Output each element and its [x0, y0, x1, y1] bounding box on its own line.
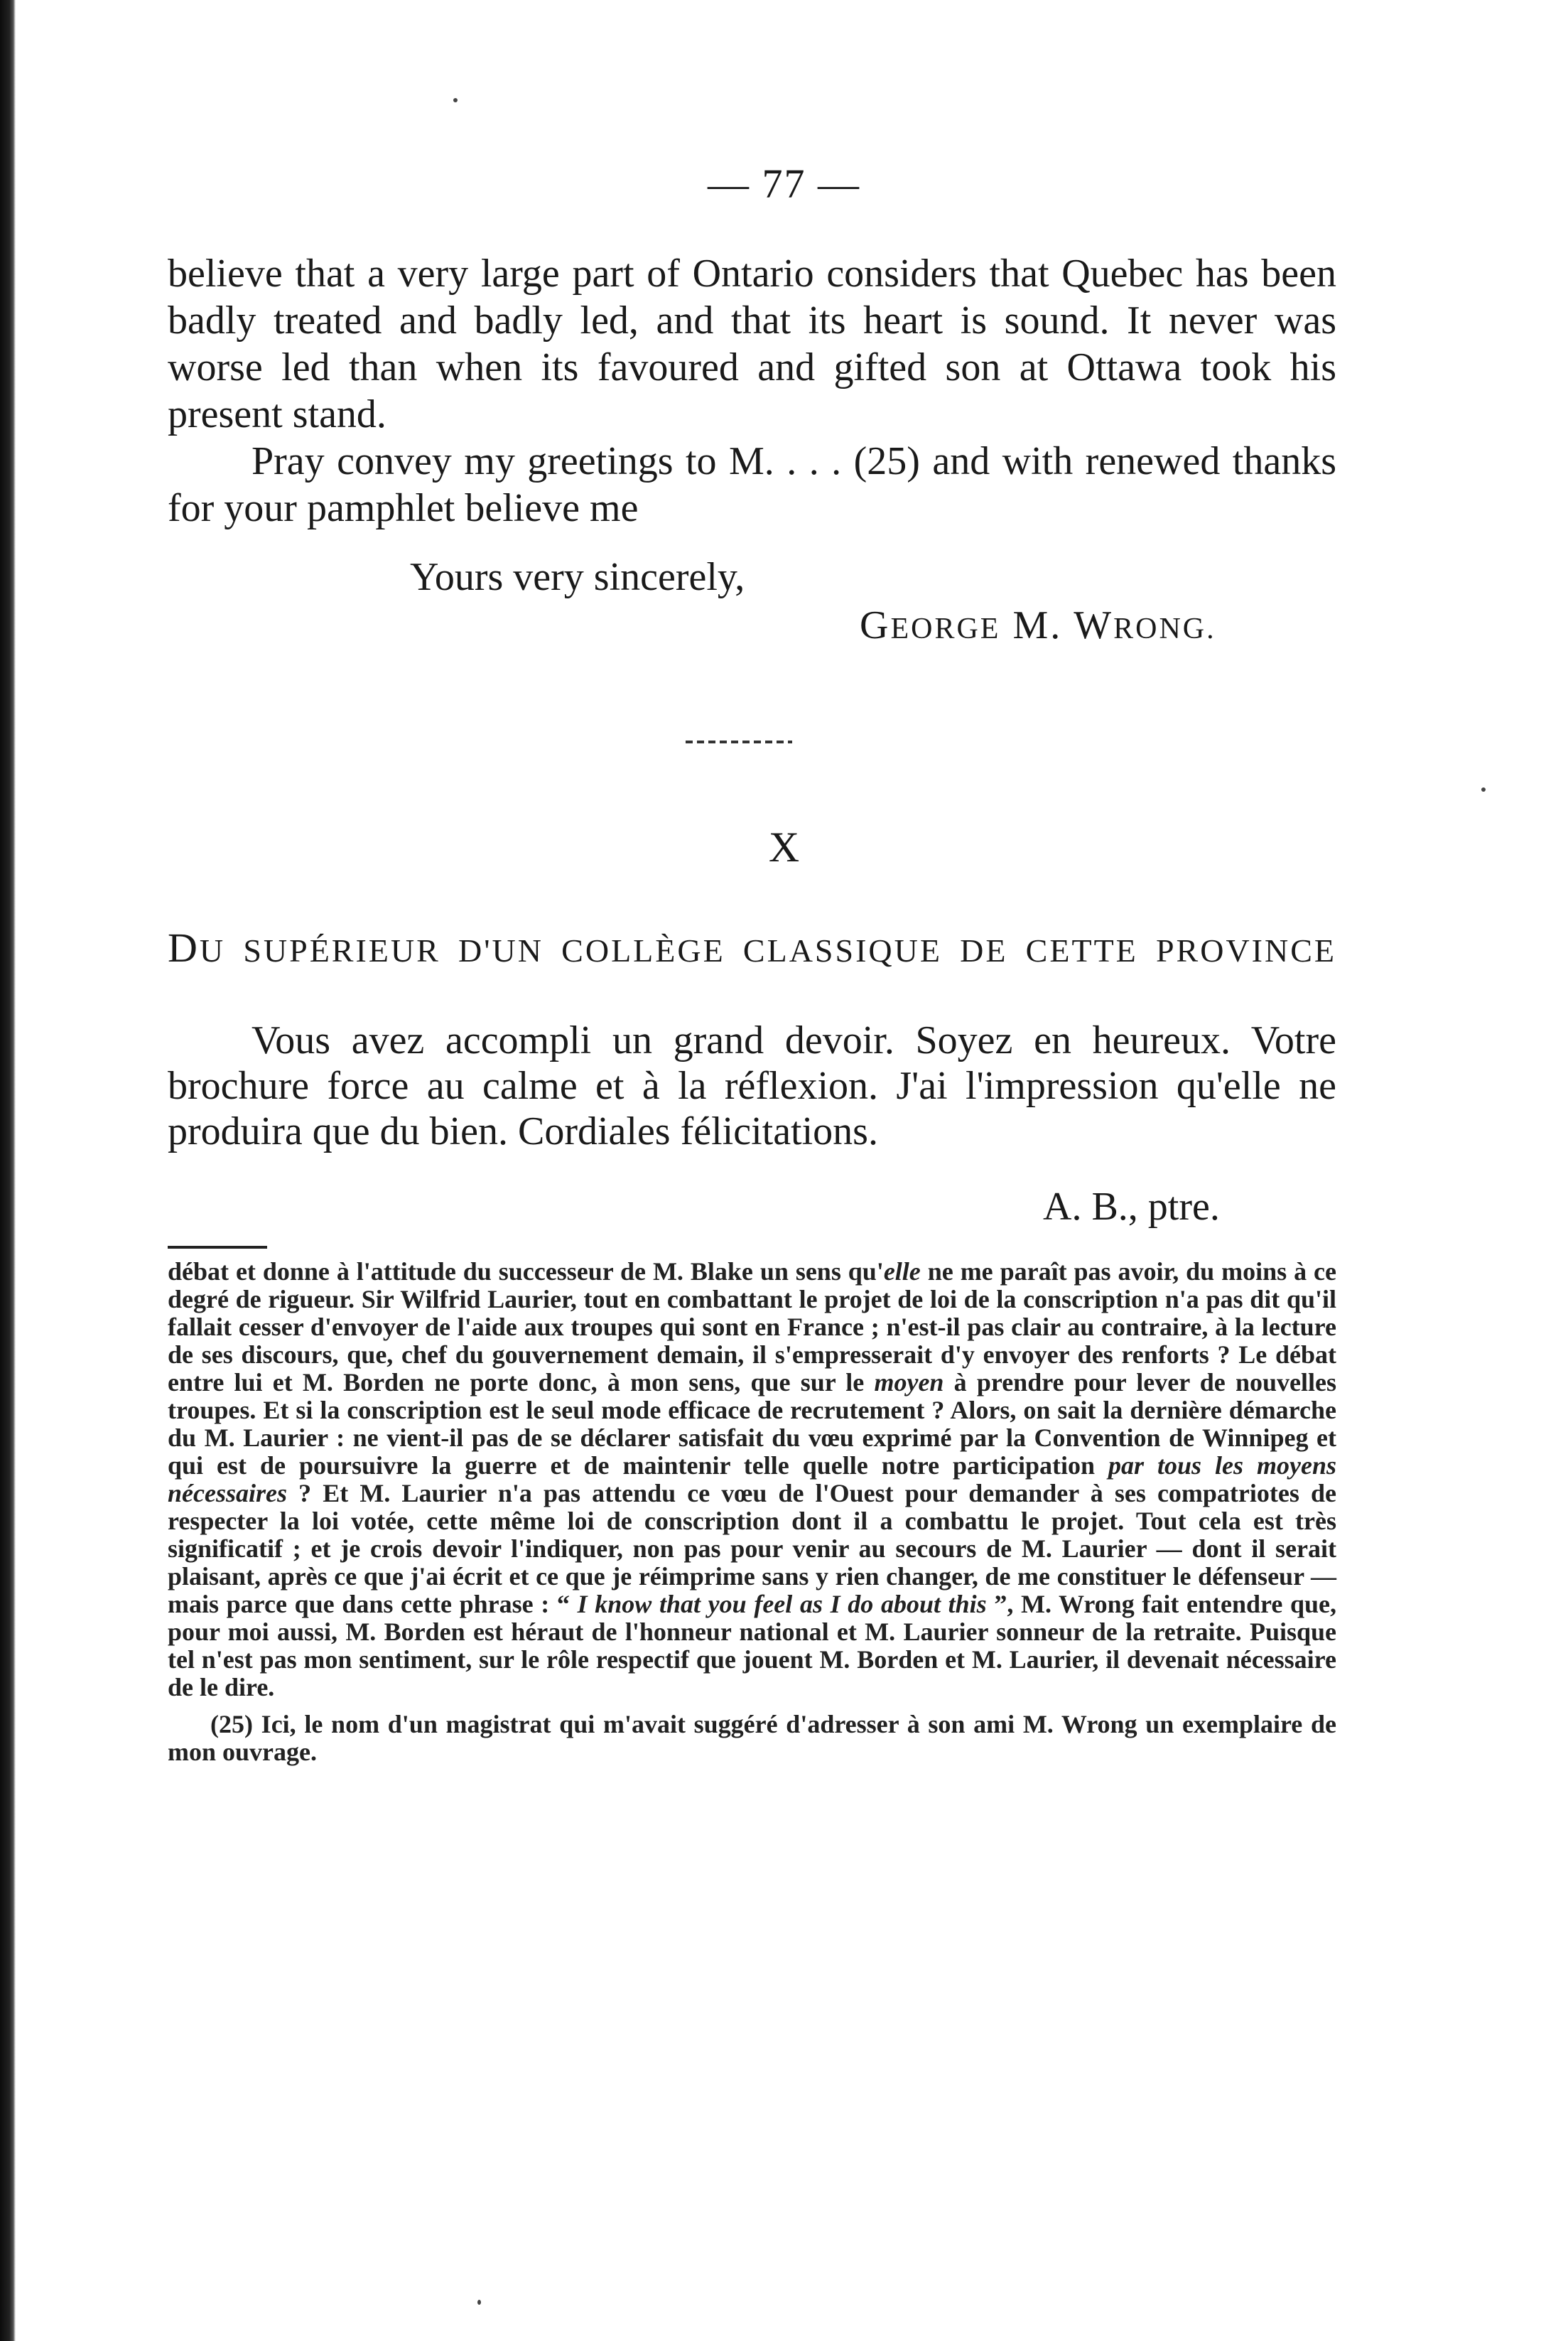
- signature-small-caps: RONG.: [1113, 613, 1216, 645]
- heading-initial: D: [168, 925, 200, 971]
- footnote-text: ne me paraît pas avoir, du moins à ce degré de rigueur. Sir Wilfrid Laurier, tout en combattant le projet de loi de la conscription n'a pas dit qu'il fallait cesser d'envoyer de l'aide aux troupes qui sont en France ; n'est-il pas clair au contraire, à la lecture de ses discours, que, chef du gouvernement demain, il s'empresserait d'y envoyer des renforts ? Le débat entre lui et M. Borden ne porte donc, à mon sens, que sur le: [168, 1257, 1337, 1396]
- page-number: — 77 —: [708, 161, 860, 207]
- scan-speck: [453, 98, 458, 102]
- signature-initial: W: [1074, 603, 1114, 647]
- footnote-emphasis: elle: [883, 1257, 921, 1286]
- scan-speck: [1481, 787, 1486, 792]
- section-heading: [168, 924, 1336, 972]
- footnote-rule: [168, 1246, 267, 1249]
- letter-body: [168, 250, 1336, 532]
- section-number: X: [768, 824, 800, 871]
- signature-initial: G: [860, 603, 891, 647]
- footnote-text: à prendre pour lever de nouvelles troupes. Et si la conscription est le seul mode efficace de recrutement ? Alors, on sait la dernière démarche du M. Laurier : ne vient-il pas de se déclarer satisfait du vœu exprimé par la Convention de Winnipeg et qui est de poursuivre la guerre et de maintenir telle quelle notre participation: [168, 1368, 1337, 1480]
- signature-middle: M.: [1012, 603, 1063, 647]
- footnote-text: ? Et M. Laurier n'a pas attendu ce vœu de l'Ouest pour demander à ses compatriotes de respecter la loi votée, cette même loi de conscription dont il a combattu le projet. Tout cela est très significatif ; et je crois devoir l'indiquer, non pas pour venir au secours de M. Laurier — dont il serait plaisant, après ce que j'ai écrit et ce que je réimprime sans y rien changer, de me constituer le défenseur — mais parce que dans cette phrase : “: [168, 1479, 1336, 1618]
- footnote-text: ”, M. Wrong fait entendre que, pour moi aussi, M. Borden est héraut de l'honneur national et M. Laurier sonneur de la retraite. Puisque tel n'est pas mon sentiment, sur le rôle respectif que jouent M. Borden et M. Laurier, il devenait nécessaire de le dire.: [168, 1590, 1337, 1701]
- section-divider: [686, 741, 792, 743]
- binding-edge: [0, 0, 16, 2341]
- letter-paragraph: Pray convey my greetings to M. . . . (25) and with renewed thanks for your pamphlet believe me: [168, 439, 1336, 530]
- footnote-emphasis: I know that you feel as I do about this: [577, 1590, 987, 1618]
- signature-small-caps: EORGE: [890, 613, 1001, 645]
- footnote-text: débat et donne à l'attitude du successeur de M. Blake un sens qu': [168, 1257, 884, 1286]
- section-body: Vous avez accompli un grand devoir. Soyez en heureux. Votre brochure force au calme et à la réflexion. J'ai l'impression qu'elle ne produira que du bien. Cordiales félicitations.: [168, 1018, 1336, 1153]
- section-signature: A. B., ptre.: [1043, 1185, 1220, 1229]
- footnote-25: (25) Ici, le nom d'un magistrat qui m'avait suggéré d'adresser à son ami M. Wrong un exemplaire de mon ouvrage.: [168, 1710, 1336, 1766]
- footnote-emphasis: moyen: [874, 1368, 944, 1396]
- scan-speck: [477, 2300, 481, 2305]
- letter-signature: [860, 603, 1216, 648]
- footnote-emphasis: par tous les moyens nécessaires: [168, 1451, 1336, 1507]
- footnote-continuation: [168, 1258, 1336, 1701]
- letter-paragraph: believe that a very large part of Ontario considers that Quebec has been badly treated and badly led, and that its heart is sound. It never was worse led than when its favoured and gifted son at Ottawa took his present stand.: [168, 252, 1336, 436]
- letter-closing: Yours very sincerely,: [410, 555, 745, 599]
- footnotes: [168, 1258, 1336, 1766]
- heading-small-caps: U SUPÉRIEUR D'UN COLLÈGE CLASSIQUE DE CETTE PROVINCE: [199, 932, 1336, 969]
